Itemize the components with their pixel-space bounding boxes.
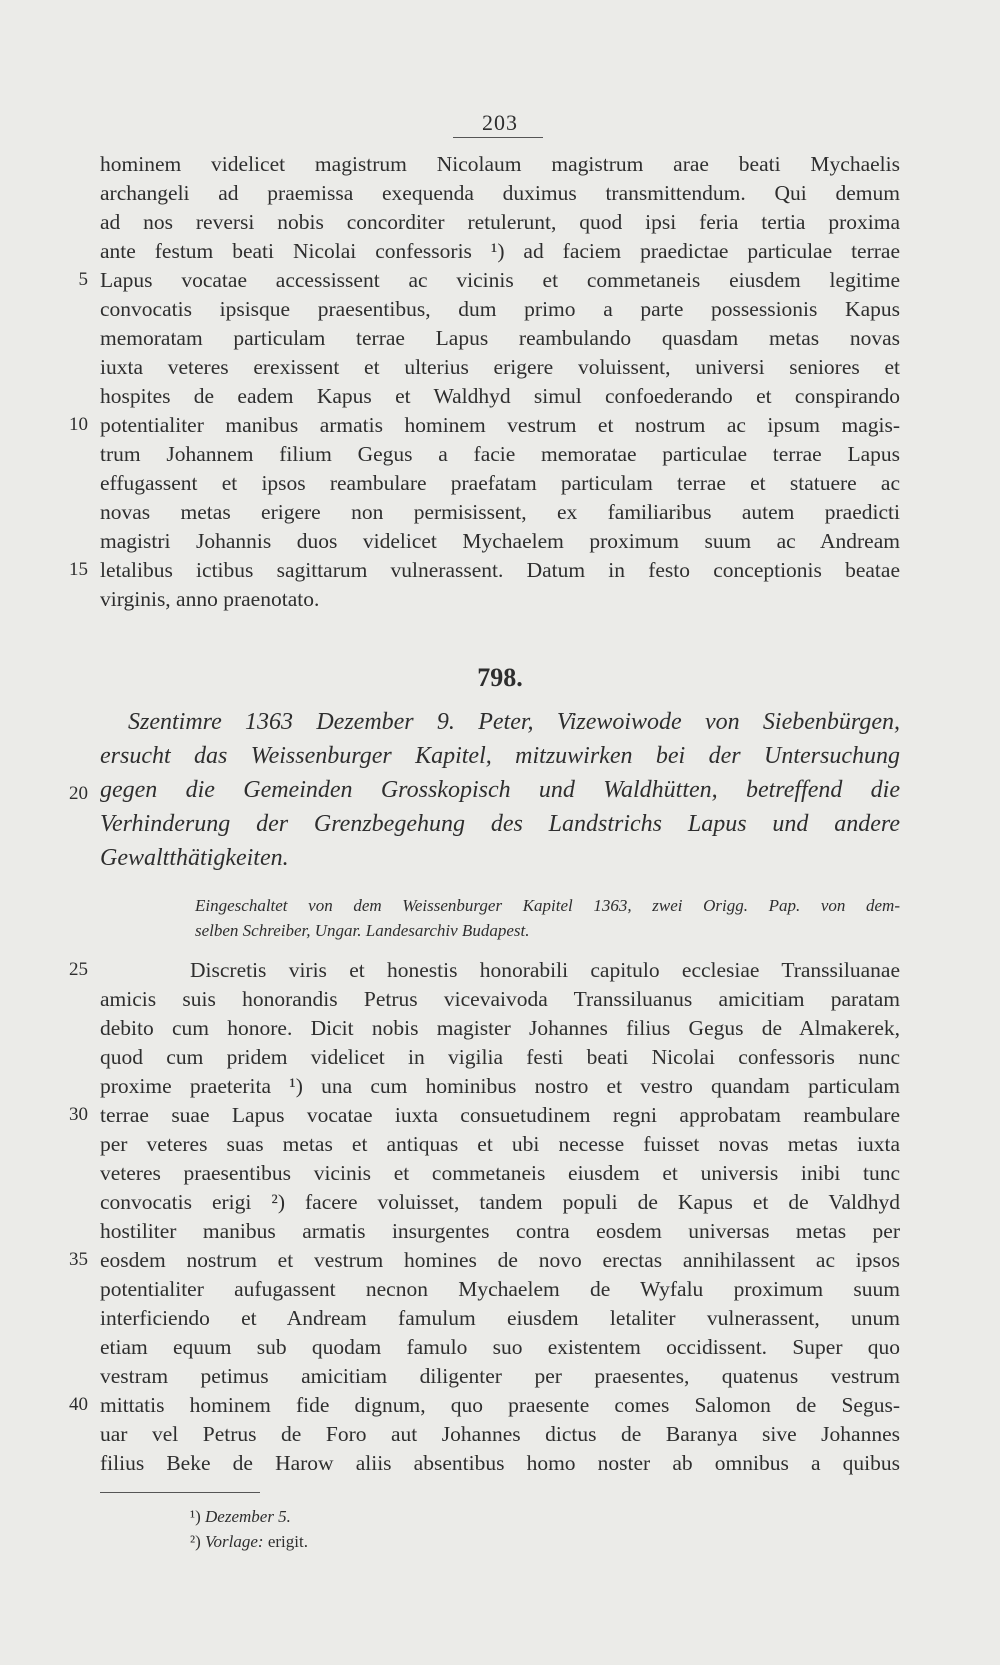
text-line: magistri Johannis duos videlicet Mychaelem proximum suum ac Andream <box>100 529 900 553</box>
text-line: ante festum beati Nicolai confessoris ¹) ad faciem praedictae particulae terrae <box>100 239 900 263</box>
text-line: uar vel Petrus de Foro aut Johannes dictus de Baranya sive Johannes <box>100 1422 900 1446</box>
line-number: 25 <box>69 959 88 980</box>
page-number-rule <box>453 137 543 138</box>
text-line: convocatis ipsisque praesentibus, dum primo a parte possessionis Kapus <box>100 297 900 321</box>
page-number: 203 <box>482 110 518 135</box>
text-line: terrae suae Lapus vocatae iuxta consuetudinem regni approbatam reambulare <box>100 1103 900 1127</box>
text-line: novas metas erigere non permisissent, ex familiaribus autem praedicti <box>100 500 900 524</box>
text-line: potentialiter aufugassent necnon Mychaelem de Wyfalu proximum suum <box>100 1277 900 1301</box>
text-line: veteres praesentibus vicinis et commetaneis eiusdem et universis inibi tunc <box>100 1161 900 1185</box>
text-line: hominem videlicet magistrum Nicolaum magistrum arae beati Mychaelis <box>100 152 900 176</box>
text-line: hospites de eadem Kapus et Waldhyd simul confoederando et conspirando <box>100 384 900 408</box>
footnote-1 <box>190 1505 291 1529</box>
footnote-label: Vorlage: <box>205 1532 264 1551</box>
regest-line: Szentimre 1363 Dezember 9. Peter, Vizewoiwode von Siebenbürgen, <box>128 709 900 735</box>
text-line: etiam equum sub quodam famulo suo existentem occidissent. Super quo <box>100 1335 900 1359</box>
text-line: archangeli ad praemissa exequenda duximus transmittendum. Qui demum <box>100 181 900 205</box>
footnote-mark: ¹) <box>190 1507 201 1526</box>
text-line: effugassent et ipsos reambulare praefatam particulam terrae et statuere ac <box>100 471 900 495</box>
footnote-text: erigit. <box>267 1532 308 1551</box>
line-number: 15 <box>69 559 88 580</box>
text-line: Discretis viris et honestis honorabili capitulo ecclesiae Transsiluanae <box>190 958 900 982</box>
text-line: quod cum pridem videlicet in vigilia festi beati Nicolai confessoris nunc <box>100 1045 900 1069</box>
text-line: virginis, anno praenotato. <box>100 587 320 611</box>
text-line: proxime praeterita ¹) una cum hominibus nostro et vestro quandam particulam <box>100 1074 900 1098</box>
text-line: per veteres suas metas et antiquas et ubi necesse fuisset novas metas iuxta <box>100 1132 900 1156</box>
regest-line: gegen die Gemeinden Grosskopisch und Waldhütten, betreffend die <box>100 777 900 803</box>
text-line: convocatis erigi ²) facere voluisset, tandem populi de Kapus et de Valdhyd <box>100 1190 900 1214</box>
text-line: letalibus ictibus sagittarum vulnerassent. Datum in festo conceptionis beatae <box>100 558 900 582</box>
text-line: ad nos reversi nobis concorditer retulerunt, quod ipsi feria tertia proxima <box>100 210 900 234</box>
source-note-line: Eingeschaltet von dem Weissenburger Kapitel 1363, zwei Origg. Pap. von dem- <box>195 896 900 915</box>
regest-line: Gewaltthätigkeiten. <box>100 845 289 871</box>
text-line: iuxta veteres erexissent et ulterius erigere voluissent, universi seniores et <box>100 355 900 379</box>
text-line: hostiliter manibus armatis insurgentes contra eosdem universas metas per <box>100 1219 900 1243</box>
text-line: amicis suis honorandis Petrus vicevaivoda Transsiluanus amicitiam paratam <box>100 987 900 1011</box>
line-number: 40 <box>69 1394 88 1415</box>
document-number: 798. <box>477 663 523 692</box>
line-number: 5 <box>78 269 88 290</box>
text-line: debito cum honore. Dicit nobis magister Johannes filius Gegus de Almakerek, <box>100 1016 900 1040</box>
text-line: vestram petimus amicitiam diligenter per praesentes, quatenus vestrum <box>100 1364 900 1388</box>
text-line: filius Beke de Harow aliis absentibus homo noster ab omnibus a quibus <box>100 1451 900 1475</box>
line-number: 35 <box>69 1249 88 1270</box>
text-line: trum Johannem filium Gegus a facie memoratae particulae terrae Lapus <box>100 442 900 466</box>
text-line: interficiendo et Andream famulum eiusdem letaliter vulnerassent, unum <box>100 1306 900 1330</box>
text-line: memoratam particulam terrae Lapus reambulando quasdam metas novas <box>100 326 900 350</box>
line-number: 10 <box>69 414 88 435</box>
line-number: 30 <box>69 1104 88 1125</box>
text-line: potentialiter manibus armatis hominem vestrum et nostrum ac ipsum magis- <box>100 413 900 437</box>
text-line: eosdem nostrum et vestrum homines de novo erectas annihilassent ac ipsos <box>100 1248 900 1272</box>
footnote-2 <box>190 1530 308 1554</box>
footnote-mark: ²) <box>190 1532 201 1551</box>
text-line: Lapus vocatae accessissent ac vicinis et commetaneis eiusdem legitime <box>100 268 900 292</box>
regest-line: ersucht das Weissenburger Kapitel, mitzuwirken bei der Untersuchung <box>100 743 900 769</box>
text-line: mittatis hominem fide dignum, quo praesente comes Salomon de Segus- <box>100 1393 900 1417</box>
footnote-text: Dezember 5. <box>205 1507 291 1526</box>
source-note-line: selben Schreiber, Ungar. Landesarchiv Budapest. <box>195 921 530 940</box>
regest-line: Verhinderung der Grenzbegehung des Landstrichs Lapus und andere <box>100 811 900 837</box>
footnote-rule <box>100 1492 260 1493</box>
line-number: 20 <box>69 783 88 804</box>
